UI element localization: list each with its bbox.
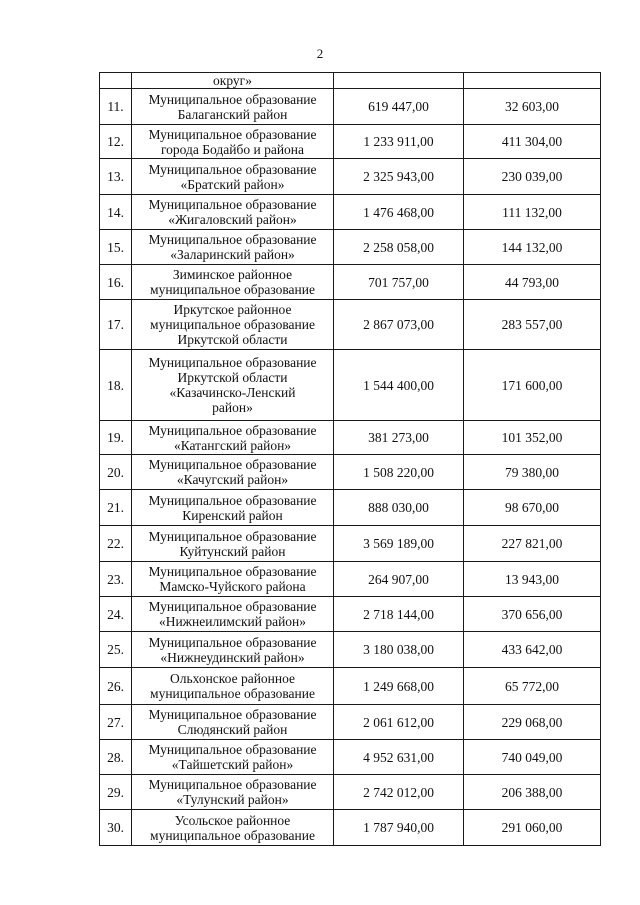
municipality-name-line: Ольхонское районное (169, 671, 296, 686)
municipality-name-line: Муниципальное образование (148, 777, 317, 792)
row-number: 11. (100, 89, 132, 125)
amount-part: 111 132,00 (464, 195, 601, 230)
municipality-name-line: «Жигаловский район» (168, 212, 297, 227)
municipality-name (132, 632, 334, 668)
table-row (100, 230, 601, 265)
table-body (100, 73, 601, 846)
municipality-name-line: Муниципальное образование (148, 528, 317, 544)
amount-part (464, 73, 601, 89)
row-number: 24. (100, 597, 132, 632)
municipality-name-line: Муниципальное образование (148, 634, 317, 650)
municipality-name-line: округ» (213, 73, 252, 88)
amount-total: 1 787 940,00 (334, 810, 464, 846)
amount-total: 1 476 468,00 (334, 195, 464, 230)
amount-total: 3 569 189,00 (334, 526, 464, 562)
amount-total: 2 258 058,00 (334, 230, 464, 265)
amount-total: 3 180 038,00 (334, 632, 464, 668)
row-number: 26. (100, 668, 132, 705)
row-number: 15. (100, 230, 132, 265)
table-row (100, 810, 601, 846)
amount-total: 2 867 073,00 (334, 300, 464, 350)
amount-total: 1 508 220,00 (334, 455, 464, 490)
amount-total (334, 73, 464, 89)
municipality-name-line: Куйтунский район (179, 543, 286, 559)
municipality-name-line: Зиминское районное (172, 267, 293, 282)
table-row (100, 421, 601, 455)
municipality-name-line: «Тулунский район» (176, 792, 289, 807)
row-number: 22. (100, 526, 132, 562)
amount-total: 701 757,00 (334, 265, 464, 300)
amount-part: 740 049,00 (464, 740, 601, 775)
municipality-name (132, 350, 334, 421)
amount-part: 370 656,00 (464, 597, 601, 632)
amount-total: 2 742 012,00 (334, 775, 464, 810)
table-row (100, 668, 601, 705)
row-number: 29. (100, 775, 132, 810)
municipality-name-line: города Бодайбо и района (160, 141, 305, 157)
amount-total: 2 325 943,00 (334, 159, 464, 195)
municipality-name-line: Иркутской области (177, 370, 288, 385)
municipality-name (132, 562, 334, 597)
amount-part: 79 380,00 (464, 455, 601, 490)
municipality-name (132, 89, 334, 125)
amount-part: 144 132,00 (464, 230, 601, 265)
municipality-name-line: «Катангский район» (173, 437, 292, 453)
municipality-name (132, 526, 334, 562)
municipality-name (132, 421, 334, 455)
table-row (100, 89, 601, 125)
amount-part: 411 304,00 (464, 125, 601, 159)
municipality-name-line: «Нижнеудинский район» (160, 649, 305, 665)
municipality-name (132, 195, 334, 230)
row-number (100, 73, 132, 89)
municipality-name-line: Киренский район (182, 507, 283, 523)
amount-total: 2 061 612,00 (334, 705, 464, 740)
municipality-name-line: муниципальное образование (150, 317, 315, 332)
amount-total: 1 249 668,00 (334, 668, 464, 705)
municipality-name (132, 265, 334, 300)
municipality-name (132, 597, 334, 632)
municipality-name-line: Муниципальное образование (148, 742, 317, 757)
table-row (100, 632, 601, 668)
municipality-name-line: «Нижнеилимский район» (158, 614, 307, 629)
amount-total: 888 030,00 (334, 490, 464, 526)
table-row (100, 350, 601, 421)
table-row (100, 159, 601, 195)
row-number: 19. (100, 421, 132, 455)
amount-part: 229 068,00 (464, 705, 601, 740)
municipality-name (132, 300, 334, 350)
table-row (100, 775, 601, 810)
table-row (100, 195, 601, 230)
table-row (100, 705, 601, 740)
municipality-name (132, 705, 334, 740)
allocation-table (99, 72, 601, 846)
amount-total: 1 233 911,00 (334, 125, 464, 159)
table-row (100, 490, 601, 526)
row-number: 14. (100, 195, 132, 230)
row-number: 25. (100, 632, 132, 668)
municipality-name-line: Муниципальное образование (148, 457, 317, 472)
municipality-name-line: Мамско-Чуйского района (159, 579, 306, 594)
amount-total: 2 718 144,00 (334, 597, 464, 632)
table-row (100, 562, 601, 597)
amount-part: 44 793,00 (464, 265, 601, 300)
municipality-name-line: «Тайшетский район» (171, 757, 294, 772)
municipality-name (132, 159, 334, 195)
municipality-name-line: Муниципальное образование (148, 422, 317, 438)
row-number: 13. (100, 159, 132, 195)
table-row (100, 73, 601, 89)
municipality-name-line: «Казачинско-Ленский (169, 385, 296, 400)
municipality-name-line: Муниципальное образование (148, 492, 317, 508)
municipality-name-line: Иркутское районное (173, 302, 292, 317)
amount-part: 283 557,00 (464, 300, 601, 350)
municipality-name (132, 668, 334, 705)
amount-part: 227 821,00 (464, 526, 601, 562)
row-number: 28. (100, 740, 132, 775)
municipality-name-line: «Братский район» (180, 176, 285, 192)
municipality-name-line: Муниципальное образование (148, 599, 317, 614)
table-row (100, 740, 601, 775)
row-number: 23. (100, 562, 132, 597)
municipality-name-line: Усольское районное (174, 812, 291, 828)
municipality-name-line: Слюдянский район (177, 722, 288, 737)
table-row (100, 300, 601, 350)
municipality-name-line: Балаганский район (177, 106, 288, 122)
amount-total: 264 907,00 (334, 562, 464, 597)
municipality-name (132, 810, 334, 846)
municipality-name (132, 455, 334, 490)
municipality-name (132, 490, 334, 526)
municipality-name (132, 230, 334, 265)
municipality-name-line: Муниципальное образование (148, 564, 317, 579)
row-number: 30. (100, 810, 132, 846)
municipality-name-line: «Качугский район» (176, 472, 289, 487)
municipality-name (132, 740, 334, 775)
municipality-name (132, 125, 334, 159)
table-row (100, 125, 601, 159)
table-row (100, 597, 601, 632)
amount-part: 98 670,00 (464, 490, 601, 526)
municipality-name (132, 775, 334, 810)
row-number: 18. (100, 350, 132, 421)
municipality-name-line: муниципальное образование (150, 827, 315, 843)
amount-part: 291 060,00 (464, 810, 601, 846)
municipality-name-line: муниципальное образование (150, 686, 315, 701)
amount-part: 13 943,00 (464, 562, 601, 597)
municipality-name-line: «Заларинский район» (170, 247, 295, 262)
row-number: 21. (100, 490, 132, 526)
row-number: 27. (100, 705, 132, 740)
municipality-name-line: район» (212, 400, 253, 415)
amount-part: 171 600,00 (464, 350, 601, 421)
municipality-name-line: Муниципальное образование (148, 707, 317, 722)
amount-total: 619 447,00 (334, 89, 464, 125)
municipality-name-line: Муниципальное образование (148, 91, 317, 107)
municipality-name-line: муниципальное образование (150, 282, 315, 297)
row-number: 12. (100, 125, 132, 159)
amount-part: 65 772,00 (464, 668, 601, 705)
row-number: 20. (100, 455, 132, 490)
municipality-name-line: Муниципальное образование (148, 232, 317, 247)
amount-part: 32 603,00 (464, 89, 601, 125)
amount-part: 230 039,00 (464, 159, 601, 195)
row-number: 17. (100, 300, 132, 350)
amount-total: 4 952 631,00 (334, 740, 464, 775)
municipality-name (132, 73, 334, 89)
table-row (100, 455, 601, 490)
page-number: 2 (316, 46, 324, 61)
amount-part: 433 642,00 (464, 632, 601, 668)
municipality-name-line: Муниципальное образование (148, 161, 317, 177)
municipality-name-line: Муниципальное образование (148, 126, 317, 142)
municipality-name-line: Иркутской области (177, 332, 288, 347)
amount-part: 206 388,00 (464, 775, 601, 810)
municipality-name-line: Муниципальное образование (148, 355, 317, 370)
table-row (100, 526, 601, 562)
amount-total: 381 273,00 (334, 421, 464, 455)
amount-total: 1 544 400,00 (334, 350, 464, 421)
row-number: 16. (100, 265, 132, 300)
amount-part: 101 352,00 (464, 421, 601, 455)
municipality-name-line: Муниципальное образование (148, 197, 317, 212)
table-row (100, 265, 601, 300)
